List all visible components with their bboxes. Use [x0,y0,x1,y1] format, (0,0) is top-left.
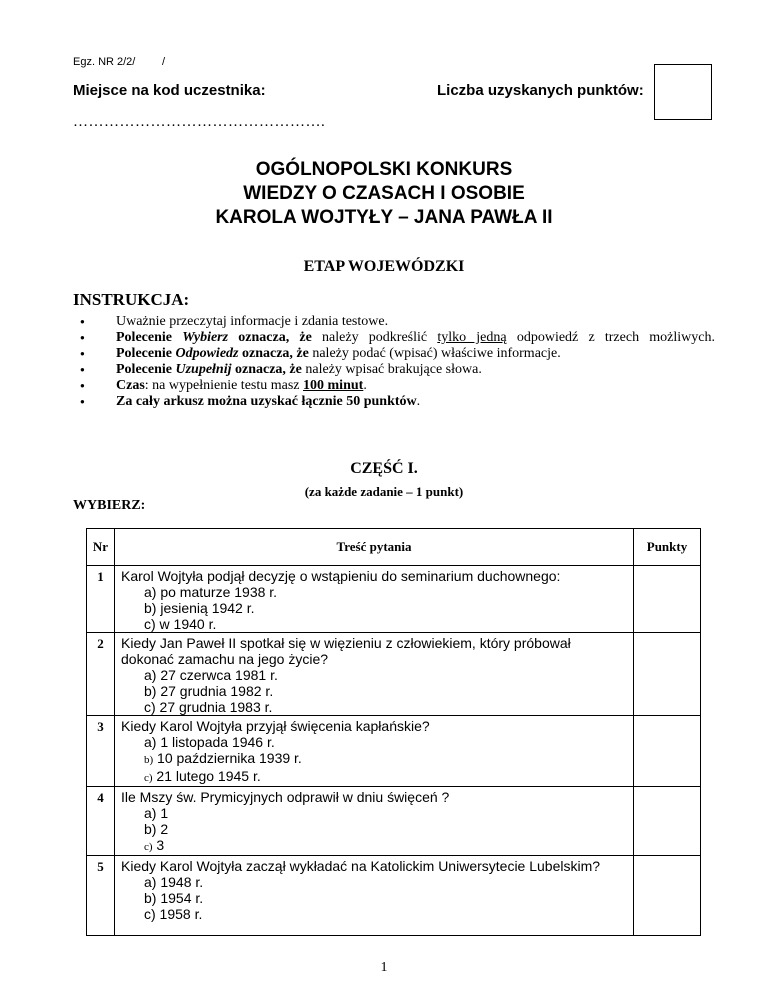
table-header-row [87,529,701,566]
participant-code-dotted-line: …………………………………………. [73,114,326,130]
instruction-item: ● Polecenie Wybierz oznacza, że należy podkreślić tylko jedną odpowiedź z trzech możliwych. [80,330,715,346]
instruction-item: ● Uważnie przeczytaj informacje i zdania testowe. [80,314,715,330]
part-subheading: (za każde zadanie – 1 punkt) [304,484,464,499]
answer-option[interactable]: c) 1958 r. [144,906,203,922]
answer-option[interactable]: b) 27 grudnia 1982 r. [144,683,274,699]
answer-option[interactable]: b) 2 [144,821,169,837]
answer-option[interactable]: b) 10 października 1939 r. [144,750,302,766]
title-line-2: WIEDZY O CZASACH I OSOBIE [243,183,525,204]
question-number: 5 [87,856,115,936]
participant-code-label: Miejsce na kod uczestnika: [73,82,266,99]
part-heading: CZĘŚĆ I. [350,460,418,477]
table-row [87,787,701,856]
question-content [115,787,634,856]
question-text: Karol Wojtyła podjął decyzję o wstąpieniu do seminarium duchownego: [121,568,561,584]
answer-option[interactable]: b) jesienią 1942 r. [144,600,255,616]
page-number: 1 [380,960,388,975]
question-text: Kiedy Karol Wojtyła przyjął święcenia kapłańskie? [121,718,430,734]
column-header-points: Punkty [634,529,701,566]
contest-title [0,158,768,230]
answer-option[interactable]: a) 1 [144,805,169,821]
answer-option[interactable]: c) w 1940 r. [144,616,217,632]
table-row [87,856,701,936]
exam-number: Egz. NR 2/2/ [73,56,136,68]
answer-option[interactable]: c) 3 [144,837,165,853]
question-text: Kiedy Jan Paweł II spotkał się w więzieniu z człowiekiem, który próbował dokonać zamachu na jego życie? [121,635,571,667]
exam-number-slash: / [162,56,166,68]
instructions-list [80,314,715,410]
answer-option[interactable]: c) 21 lutego 1945 r. [144,768,261,784]
points-cell[interactable] [634,566,701,633]
instructions-heading: INSTRUKCJA: [73,290,190,309]
instruction-item: ● Za cały arkusz można uzyskać łącznie 50 punktów. [80,394,715,410]
question-number: 4 [87,787,115,856]
column-header-nr: Nr [87,529,115,566]
table-row [87,633,701,716]
table-row [87,566,701,633]
points-cell[interactable] [634,716,701,787]
column-header-question: Treść pytania [115,529,634,566]
questions-table [86,528,701,936]
question-text: Ile Mszy św. Prymicyjnych odprawił w dniu święceń ? [121,789,450,805]
points-box[interactable] [654,64,712,120]
answer-option[interactable]: a) 1 listopada 1946 r. [144,734,275,750]
question-content [115,633,634,716]
instruction-item: ● Polecenie Odpowiedz oznacza, że należy podać (wpisać) właściwe informacje. [80,346,715,362]
question-content [115,716,634,787]
question-number: 2 [87,633,115,716]
stage-heading: ETAP WOJEWÓDZKI [303,258,465,275]
answer-option[interactable]: a) po maturze 1938 r. [144,584,278,600]
question-content [115,566,634,633]
answer-option[interactable]: a) 27 czerwca 1981 r. [144,667,278,683]
question-number: 1 [87,566,115,633]
answer-option[interactable]: a) 1948 r. [144,874,204,890]
title-line-3: KAROLA WOJTYŁY – JANA PAWŁA II [215,207,553,228]
choose-instruction: WYBIERZ: [73,498,146,513]
points-cell[interactable] [634,787,701,856]
question-content [115,856,634,936]
answer-option[interactable]: c) 27 grudnia 1983 r. [144,699,273,715]
points-label: Liczba uzyskanych punktów: [437,82,644,99]
question-number: 3 [87,716,115,787]
points-cell[interactable] [634,633,701,716]
answer-option[interactable]: b) 1954 r. [144,890,204,906]
points-cell[interactable] [634,856,701,936]
question-text: Kiedy Karol Wojtyła zaczął wykładać na Katolickim Uniwersytecie Lubelskim? [121,858,601,874]
title-line-1: OGÓLNOPOLSKI KONKURS [255,159,513,180]
instruction-item: ● Czas: na wypełnienie testu masz 100 minut. [80,378,715,394]
instruction-item: ● Polecenie Uzupełnij oznacza, że należy wpisać brakujące słowa. [80,362,715,378]
table-row [87,716,701,787]
